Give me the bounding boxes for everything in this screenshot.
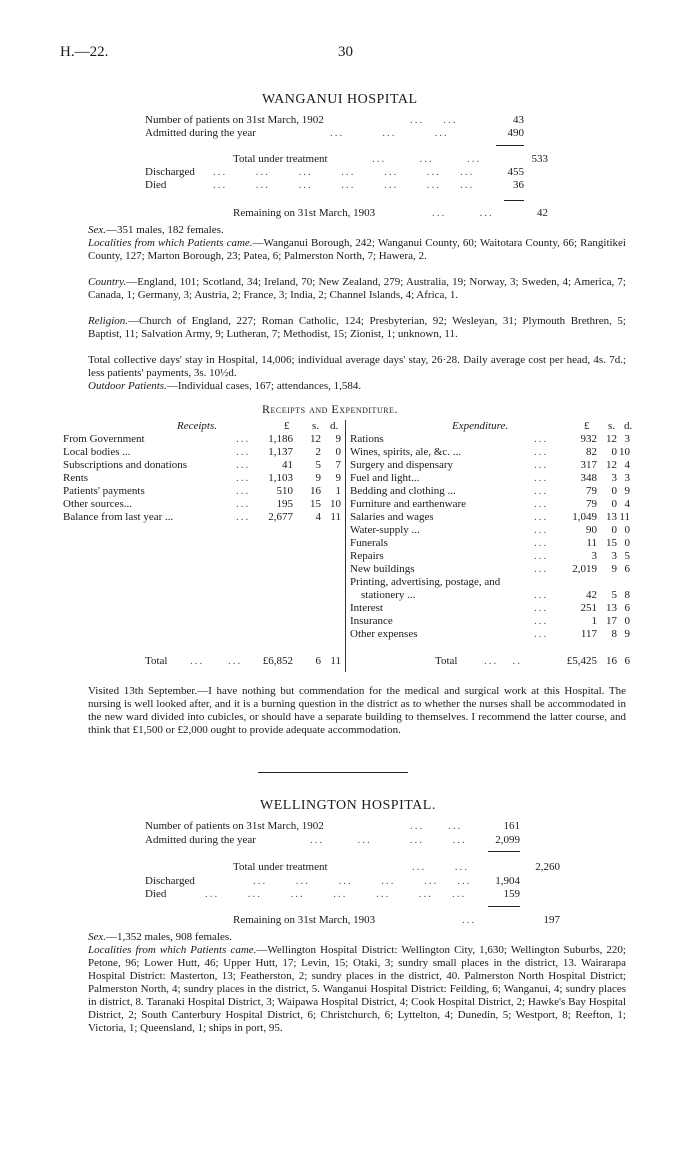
wg-remaining-label: Remaining on 31st March, 1903 xyxy=(233,207,376,219)
expenditure-label: Fuel and light... xyxy=(350,472,420,484)
expenditure-label: Funerals xyxy=(350,537,388,549)
wg-dots: ... ... xyxy=(432,207,494,219)
wg-country-label: Country. xyxy=(88,276,127,288)
wl-died: 159 xyxy=(503,888,520,900)
receipt-label: Balance from last year ... xyxy=(63,511,174,523)
expenditure-pence: 4 xyxy=(624,459,630,471)
receipt-label: Patients' payments xyxy=(63,485,145,497)
wg-dots: ... ... ... ... ... ... ... xyxy=(213,166,475,178)
wl-dots: ... xyxy=(462,914,477,926)
expenditure-pounds: 11 xyxy=(586,537,597,549)
expenditure-pence: 9 xyxy=(624,628,630,640)
receipts-col-d: d. xyxy=(330,420,339,432)
receipts-heading: Receipts. xyxy=(177,420,218,432)
expenditure-pence: 6 xyxy=(624,563,630,575)
wg-sex-para xyxy=(60,224,626,237)
wg-rule xyxy=(504,200,524,201)
wl-patients-1902: 161 xyxy=(503,820,520,832)
wg-religion-para xyxy=(60,315,626,341)
expenditure-shillings: 0 xyxy=(611,498,617,510)
wg-discharged: 455 xyxy=(507,166,524,178)
wg-finance-title: Receipts and Expenditure. xyxy=(262,402,398,416)
wg-localities-label: Localities from which Patients came. xyxy=(88,237,253,249)
expenditure-shillings: 0 xyxy=(611,524,617,536)
expenditure-shillings: 17 xyxy=(606,615,617,627)
expenditure-pence: 0 xyxy=(624,537,630,549)
expenditure-dots: ... xyxy=(534,511,549,523)
wl-remaining-label: Remaining on 31st March, 1903 xyxy=(233,914,376,926)
expenditure-total-label: Total xyxy=(435,655,458,667)
receipt-dots: ... xyxy=(236,433,251,445)
expenditure-label: Printing, advertising, postage, and xyxy=(350,576,501,588)
expenditure-label: Salaries and wages xyxy=(350,511,434,523)
expenditure-total-s: 16 xyxy=(606,655,617,667)
expenditure-label: Other expenses xyxy=(350,628,418,640)
expenditure-pence: 6 xyxy=(624,602,630,614)
wl-dots: ... ... xyxy=(412,861,469,873)
expenditure-col-s: s. xyxy=(608,420,616,432)
wg-country-text: —England, 101; Scotland, 34; Ireland, 70; New Zealand, 279; Australia, 19; Norway, 3; Sweden, 4; America, 7; Canada, 1; Germany, 3; Austria, 2; France, 3; India, 2; Channel Islands, 4; Africa, 1. xyxy=(88,276,626,301)
wl-rule xyxy=(488,851,520,852)
wg-dots: ... ... xyxy=(410,114,458,126)
expenditure-label: Furniture and earthenware xyxy=(350,498,467,510)
expenditure-pence: 3 xyxy=(624,472,630,484)
wl-died-label: Died xyxy=(145,888,167,900)
expenditure-label: Rations xyxy=(350,433,384,445)
expenditure-pence: 10 xyxy=(619,446,630,458)
wl-sex-para xyxy=(60,931,626,944)
wl-localities-para xyxy=(60,944,626,1035)
expenditure-shillings: 8 xyxy=(611,628,617,640)
wg-sex-text: —351 males, 182 females. xyxy=(106,224,224,236)
expenditure-dots: ... xyxy=(534,589,549,601)
wl-admitted-label: Admitted during the year xyxy=(145,834,256,846)
expenditure-dots: ... xyxy=(534,498,549,510)
receipt-label: Other sources... xyxy=(63,498,133,510)
wg-visit-para xyxy=(60,685,626,737)
expenditure-pounds: 82 xyxy=(586,446,597,458)
expenditure-col-d: d. xyxy=(624,420,633,432)
expenditure-pence: 4 xyxy=(624,498,630,510)
wl-dots: ... ... xyxy=(410,820,463,832)
receipts-total-s: 6 xyxy=(315,655,321,667)
receipt-pounds: 1,137 xyxy=(268,446,293,458)
wl-sex-text: —1,352 males, 908 females. xyxy=(106,931,232,943)
expenditure-shillings: 12 xyxy=(606,459,617,471)
expenditure-total-dots: ... .. xyxy=(484,655,522,667)
expenditure-dots: ... xyxy=(534,537,549,549)
wg-religion-label: Religion. xyxy=(88,315,129,327)
wg-localities-para xyxy=(60,237,626,263)
expenditure-total-d: 6 xyxy=(624,655,630,667)
expenditure-pence: 5 xyxy=(624,550,630,562)
receipts-total-dots: ... ... xyxy=(190,655,243,667)
wl-discharged-label: Discharged xyxy=(145,875,195,887)
expenditure-pence: 0 xyxy=(624,524,630,536)
receipt-pounds: 41 xyxy=(282,459,293,471)
wg-dots: ... ... ... xyxy=(330,127,449,139)
wg-religion-text: —Church of England, 227; Roman Catholic, 124; Presbyterian, 92; Wesleyan, 31; Plymouth Brethren, 5; Baptist, 11; Salvation Army, 9; Lutheran, 7; Methodist, 15; Zionist, 1; unknown, 11. xyxy=(88,315,626,340)
receipt-dots: ... xyxy=(236,446,251,458)
receipt-label: From Government xyxy=(63,433,145,445)
wg-dots: ... ... ... xyxy=(372,153,482,165)
expenditure-pounds: 1,049 xyxy=(572,511,597,523)
expenditure-pounds: 79 xyxy=(586,498,597,510)
receipt-shillings: 9 xyxy=(315,472,321,484)
wl-dots: ... ... ... ... ... ... ... xyxy=(205,888,467,900)
wl-localities-text: —Wellington Hospital District: Wellington City, 1,630; Wellington Suburbs, 220; Petone, 96; Lower Hutt, 46; Upper Hutt, 17; Levin, 15; Otaki, 3; sundry small places in the district, 13. Wairarapa Hospital District: Masterton, 13; Featherston, 2; sundry places in the district, 40. Palmerston North Hospital District; Palmerston North, 4; sundry places in the district, 5. Wanganui Hospital District: Feilding, 6; Wanganui, 4; sundry places in district, 8. Taranaki Hospital District, 3; Waipawa Hospital District, 4; Cook Hospital District, 2; Hawke's Bay Hospital District, 2; South Canterbury Hospital District, 6; Christchurch, 6; Lyttelton, 4; Dunedin, 5; Westport, 8; Reefton, 1; Victoria, 1; Queensland, 1; ships in port, 95. xyxy=(88,944,626,1034)
expenditure-label: Interest xyxy=(350,602,383,614)
wl-dots: ... ... ... ... xyxy=(310,834,467,846)
wg-dots: ... ... ... ... ... ... ... xyxy=(213,179,475,191)
expenditure-shillings: 3 xyxy=(611,472,617,484)
expenditure-label: stationery ... xyxy=(361,589,416,601)
receipt-shillings: 12 xyxy=(310,433,321,445)
expenditure-pounds: 2,019 xyxy=(572,563,597,575)
receipt-label: Local bodies ... xyxy=(63,446,131,458)
expenditure-heading: Expenditure. xyxy=(452,420,509,432)
page-number: 30 xyxy=(338,44,353,60)
wg-outdoor-label: Outdoor Patients. xyxy=(88,380,167,392)
receipt-pence: 0 xyxy=(335,446,341,458)
section-separator xyxy=(258,772,408,773)
expenditure-shillings: 0 xyxy=(611,446,617,458)
expenditure-shillings: 12 xyxy=(606,433,617,445)
wg-admitted: 490 xyxy=(507,127,524,139)
expenditure-label: Repairs xyxy=(350,550,384,562)
expenditure-dots: ... xyxy=(534,615,549,627)
wg-sex-label: Sex. xyxy=(88,224,107,236)
receipt-pounds: 1,186 xyxy=(268,433,293,445)
receipt-pence: 11 xyxy=(330,511,341,523)
expenditure-shillings: 13 xyxy=(606,602,617,614)
expenditure-shillings: 15 xyxy=(606,537,617,549)
expenditure-shillings: 9 xyxy=(611,563,617,575)
wl-patients-1902-label: Number of patients on 31st March, 1902 xyxy=(145,820,324,832)
expenditure-pounds: 317 xyxy=(580,459,597,471)
expenditure-pence: 9 xyxy=(624,485,630,497)
receipt-pounds: 510 xyxy=(276,485,293,497)
wg-discharged-label: Discharged xyxy=(145,166,195,178)
expenditure-shillings: 0 xyxy=(611,485,617,497)
receipts-total-l: £6,852 xyxy=(262,655,293,667)
expenditure-pounds: 251 xyxy=(580,602,597,614)
page-reference: H.—22. xyxy=(60,44,109,60)
expenditure-dots: ... xyxy=(534,459,549,471)
receipt-label: Rents xyxy=(63,472,89,484)
expenditure-col-l: £ xyxy=(584,420,590,432)
wl-discharged: 1,904 xyxy=(495,875,520,887)
wg-stay-para xyxy=(60,354,626,380)
receipts-total-d: 11 xyxy=(330,655,341,667)
wg-stay-text: Total collective days' stay in Hospital, 14,006; individual average days' stay, 26·28. Daily average cost per head, 4s. 7d.; less patients' payments, 3s. 10½d. xyxy=(88,354,626,379)
receipts-col-s: s. xyxy=(312,420,320,432)
wanganui-title: WANGANUI HOSPITAL xyxy=(262,92,418,107)
expenditure-pounds: 42 xyxy=(586,589,597,601)
expenditure-total-l: £5,425 xyxy=(566,655,597,667)
wg-died-label: Died xyxy=(145,179,167,191)
expenditure-pounds: 348 xyxy=(580,472,597,484)
expenditure-dots: ... xyxy=(534,485,549,497)
expenditure-pounds: 3 xyxy=(591,550,597,562)
receipt-pounds: 195 xyxy=(276,498,293,510)
wg-died: 36 xyxy=(513,179,524,191)
expenditure-shillings: 3 xyxy=(611,550,617,562)
wg-total: 533 xyxy=(531,153,548,165)
expenditure-label: Surgery and dispensary xyxy=(350,459,454,471)
receipt-dots: ... xyxy=(236,472,251,484)
expenditure-label: Insurance xyxy=(350,615,393,627)
receipt-dots: ... xyxy=(236,459,251,471)
expenditure-dots: ... xyxy=(534,524,549,536)
wg-admitted-label: Admitted during the year xyxy=(145,127,256,139)
expenditure-dots: ... xyxy=(534,433,549,445)
receipt-dots: ... xyxy=(236,485,251,497)
receipt-shillings: 15 xyxy=(310,498,321,510)
expenditure-dots: ... xyxy=(534,602,549,614)
receipt-pence: 1 xyxy=(335,485,341,497)
expenditure-pounds: 117 xyxy=(580,628,597,640)
expenditure-pence: 0 xyxy=(624,615,630,627)
receipt-dots: ... xyxy=(236,511,251,523)
wl-admitted: 2,099 xyxy=(495,834,520,846)
receipts-total-label: Total xyxy=(145,655,168,667)
receipt-dots: ... xyxy=(236,498,251,510)
expenditure-pounds: 79 xyxy=(586,485,597,497)
wg-outdoor-para xyxy=(60,380,626,393)
expenditure-dots: ... xyxy=(534,472,549,484)
wl-localities-label: Localities from which Patients came. xyxy=(88,944,257,956)
expenditure-pence: 11 xyxy=(619,511,630,523)
table-divider xyxy=(345,420,346,672)
wg-patients-1902-label: Number of patients on 31st March, 1902 xyxy=(145,114,324,126)
receipt-shillings: 2 xyxy=(315,446,321,458)
wl-rule xyxy=(488,906,520,907)
wg-total-label: Total under treatment xyxy=(233,153,328,165)
wg-outdoor-text: —Individual cases, 167; attendances, 1,584. xyxy=(166,380,362,392)
expenditure-dots: ... xyxy=(534,446,549,458)
expenditure-pence: 3 xyxy=(624,433,630,445)
receipt-shillings: 16 xyxy=(310,485,321,497)
wellington-title: WELLINGTON HOSPITAL. xyxy=(260,798,436,813)
wl-dots: ... ... ... ... ... ... xyxy=(253,875,472,887)
receipt-pounds: 2,677 xyxy=(268,511,293,523)
wl-sex-label: Sex. xyxy=(88,931,107,943)
receipt-pence: 9 xyxy=(335,433,341,445)
expenditure-shillings: 13 xyxy=(606,511,617,523)
wg-patients-1902: 43 xyxy=(513,114,524,126)
receipt-label: Subscriptions and donations xyxy=(63,459,188,471)
wl-total: 2,260 xyxy=(535,861,560,873)
expenditure-label: Bedding and clothing ... xyxy=(350,485,456,497)
expenditure-pence: 8 xyxy=(624,589,630,601)
wg-remaining: 42 xyxy=(537,207,548,219)
receipts-col-l: £ xyxy=(284,420,290,432)
expenditure-pounds: 1 xyxy=(591,615,597,627)
expenditure-label: Wines, spirits, ale, &c. ... xyxy=(350,446,462,458)
receipt-pence: 9 xyxy=(335,472,341,484)
receipt-pence: 10 xyxy=(330,498,341,510)
wg-visit-text: Visited 13th September.—I have nothing but commendation for the medical and surgical work at this Hospital. The nursing is well looked after, and it is a burning question in the district as to whether the nurses shall be accommodated in the new ward divided into cubicles, or should have a separate building to themselves. I recommend the latter course, and think that £1,500 or £2,000 ought to provide adequate accommodation. xyxy=(88,685,626,736)
receipt-shillings: 4 xyxy=(315,511,321,523)
expenditure-label: New buildings xyxy=(350,563,415,575)
wg-rule xyxy=(496,145,524,146)
receipt-pounds: 1,103 xyxy=(268,472,293,484)
expenditure-dots: ... xyxy=(534,563,549,575)
expenditure-pounds: 90 xyxy=(586,524,597,536)
receipt-shillings: 5 xyxy=(315,459,321,471)
expenditure-dots: ... xyxy=(534,550,549,562)
wl-remaining: 197 xyxy=(543,914,560,926)
wl-total-label: Total under treatment xyxy=(233,861,328,873)
expenditure-label: Water-supply ... xyxy=(350,524,420,536)
expenditure-shillings: 5 xyxy=(611,589,617,601)
expenditure-pounds: 932 xyxy=(580,433,597,445)
wg-localities-text: —Wanganui Borough, 242; Wanganui County, 60; Waitotara County, 66; Rangitikei County, 127; Marton Borough, 23; Patea, 6; Palmerston North, 7; Hawera, 2. xyxy=(88,237,626,262)
wg-country-para xyxy=(60,276,626,302)
expenditure-dots: ... xyxy=(534,628,549,640)
receipt-pence: 7 xyxy=(335,459,341,471)
